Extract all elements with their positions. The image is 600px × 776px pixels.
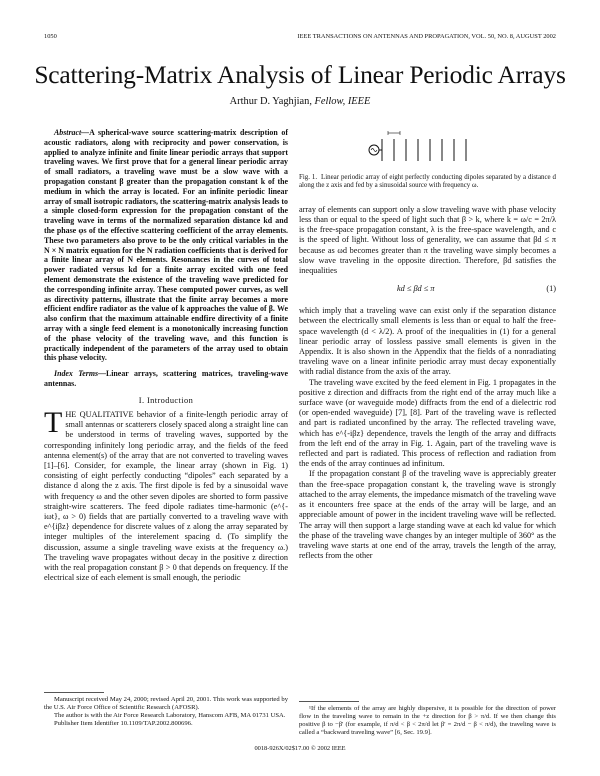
- figure-caption: [299, 174, 556, 191]
- figure-caption-label: Fig. 1.: [299, 174, 318, 181]
- page-number: 1050: [44, 33, 57, 40]
- right-paragraph-2: which imply that a traveling wave can exist only if the separation distance between the electrically small elements is less than or equal to half the free-space wavelength (d < λ/2). A proof of the inequalities in (1) for a general linear periodic array of lossless passive small elements is given in the Appendix. It is also shown in the Appendix that the fields of a nonradiating traveling wave on a linear infinite periodic array must decay exponentially with radial distance from the axis of the array.: [299, 306, 556, 377]
- index-terms-label: Index Terms—: [54, 369, 106, 379]
- page-footer: 0018-926X/02$17.00 © 2002 IEEE: [254, 745, 346, 752]
- intro-paragraph: [44, 405, 288, 583]
- equation-body: kd ≤ βd ≤ π: [397, 284, 435, 294]
- paper-title: Scattering-Matrix Analysis of Linear Periodic Arrays: [34, 60, 566, 89]
- received-note: Manuscript received May 24, 2000; revised April 20, 2001. This work was supported by the U.S. Air Force Office of Scientific Research (AFOSR).: [44, 696, 288, 712]
- right-paragraph-1: array of elements can support only a slow traveling wave with phase velocity less than or equal to the speed of light such that β > k, where k = ω/c = 2π/λ is the free-space propagation constant, λ is the free-space wavelength, and c is the speed of light. Without loss of generality, we can assume that βd ≤ π because as ωd becomes greater than π the traveling wave simply becomes a slow wave traveling in the opposite direction. Therefore, βd satisfies the inequalities: [299, 204, 556, 276]
- footnote-1: ¹If the elements of the array are highly dispersive, it is possible for the direction of power flow in the traveling wave to remain in the +z direction for β > π/d. If we then change this positive β to −β' (for example, if π/d < β < 2π/d let β' = 2π/d − β < π/d), the traveling wave is called a “backward traveling wave” [6, Sec. 19.9].: [299, 705, 556, 737]
- right-paragraph-4: If the propagation constant β of the traveling wave is appreciably greater than the free-space propagation constant k, the traveling wave is strongly attached to the array elements, the impedance mismatch of the traveling wave as it encounters free space at the ends of the array will be large, and an appreciable amount of power in the incident traveling wave will be reflected. The array will then support a large standing wave at each kd value for which the phase of the traveling wave changes by an integer multiple of 360° as the traveling wave starts at one end of the array, travels the length of the array, reflects from the other: [299, 469, 556, 561]
- equation-number: (1): [546, 284, 556, 294]
- intro-text: HE QUALITATIVE behavior of a finite-length periodic array of small antennas or scatterers closely spaced along a straight line can be understood in terms of traveling waves, supported by the corresponding infinitely long periodic array, and the fields of the feed antenna element(s) of the array that are not converted to traveling waves [1]–[6]. Consider, for example, the linear array (shown in Fig. 1) consisting of eight perfectly conducting “dipoles” each separated by a distance d along the z axis. The first dipole is fed by a sinusoidal wave with frequency ω and the other seven dipoles are shorted to form passive straight-wire scatterers. The feed dipole radiates time-harmonic (e^{-iωt}, ω > 0) fields that are partially converted to a traveling wave with e^{iβz} dependence for discrete values of z along the array separated by integer multiples of the interelement spacing d. (To simplify the discussion, assume a single traveling wave exists at the frequency ω.) The traveling wave propagates without decay in the positive z direction with the real propagation constant β > 0 that depends on frequency. If the electrical size of each element is small enough, the periodic: [44, 409, 288, 583]
- footnote-rule: [44, 692, 104, 693]
- dipole-array-figure: [362, 126, 492, 170]
- sine-source-symbol: [371, 149, 377, 152]
- abstract: [44, 128, 288, 363]
- left-footnotes: [44, 692, 288, 728]
- left-column: [44, 128, 288, 583]
- index-terms: [44, 369, 288, 389]
- index-terms-text: Linear arrays, scattering matrices, traveling-wave antennas.: [44, 369, 289, 388]
- right-footnote: [299, 701, 556, 737]
- right-column: [299, 174, 556, 561]
- abstract-text: A spherical-wave source scattering-matrix description of acoustic radiators, along with reciprocity and power conservation, is applied to analyze infinite and finite linear periodic arrays that support traveling waves. We first prove that for a general linear periodic array of small radiators, a traveling wave must be a slow wave with a propagation constant β greater than the propagation constant k of the medium in which the array is located. For an infinite periodic linear array of small isotropic radiators, the scattering-matrix analysis leads to a simple closed-form expression for the propagation constant of the traveling wave in terms of the normalized separation distance kd and the phase φs of the effective scattering coefficient of the array elements. These two parameters also prove to be the only critical variables in the N × N matrix equation for the N radiation coefficients that is derived for a finite linear array of N elements. Resonances in the curves of total power radiated versus kd for a finite array excited with one feed element demonstrate the existence of the traveling wave predicted for the corresponding infinite array. These computed power curves, as well as directivity patterns, illustrate that the finite array becomes a more efficient endfire radiator as the value of k approaches the value of β. We also confirm that the maximum attainable endfire directivity of a finite array with a single feed element is a monotonically increasing function of the phase velocity of the traveling wave, and this function is practically independent of the parameters of the array used to obtain this phase velocity.: [44, 128, 288, 363]
- identifier-note: Publisher Item Identifier 10.1109/TAP.2002.800696.: [54, 720, 193, 728]
- author-line: [0, 96, 600, 107]
- author-grade: Fellow, IEEE: [314, 96, 371, 107]
- running-header: [44, 33, 556, 43]
- drop-cap: T: [44, 405, 63, 439]
- section-heading: I. Introduction: [138, 395, 194, 405]
- abstract-label: Abstract—: [54, 128, 90, 137]
- author-name: Arthur D. Yaghjian,: [229, 96, 312, 107]
- equation-1: [299, 282, 556, 298]
- right-paragraph-3: The traveling wave excited by the feed element in Fig. 1 propagates in the positive z direction and diffracts from the right end of the array much like a surface wave (or waveguide mode) diffracts from the end of a dielectric rod (or open-ended waveguide) [7], [8]. Part of the traveling wave is reflected and part is radiated unconfined by the array. The reflected traveling wave, which has e^{-iβz} dependence, travels the length of the array and diffracts from the left end of the array in Fig. 1. Again, part of the traveling wave is reflected and part is radiated. This process of reflection and radiation from the ends of the array continues ad infinitum.: [299, 377, 556, 469]
- footnote-rule-right: [299, 701, 359, 702]
- journal-header: IEEE TRANSACTIONS ON ANTENNAS AND PROPAGATION, VOL. 50, NO. 8, AUGUST 2002: [297, 33, 556, 40]
- figure-caption-text: Linear periodic array of eight perfectly conducting dipoles separated by a distance d along the z axis and fed by a sinusoidal source with frequency ω.: [299, 174, 556, 190]
- affiliation-note: The author is with the Air Force Research Laboratory, Hanscom AFB, MA 01731 USA.: [54, 712, 286, 720]
